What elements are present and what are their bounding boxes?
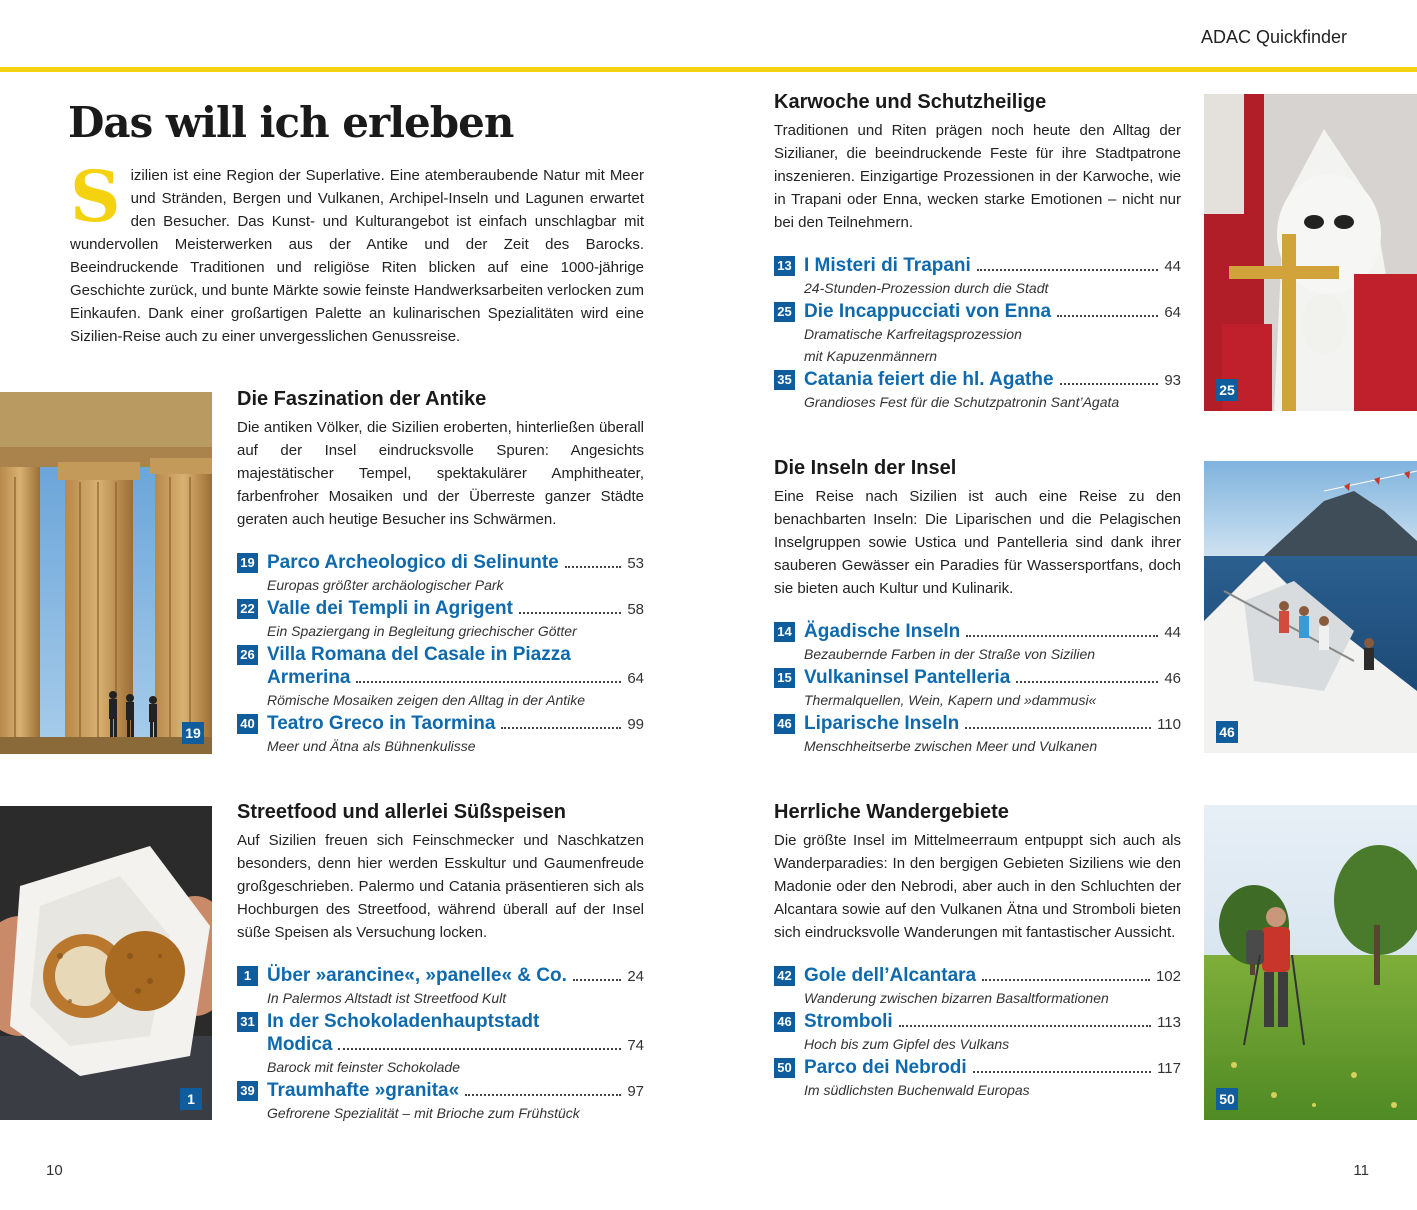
entry-page: 44 — [1164, 624, 1181, 641]
entry-desc: Hoch bis zum Gipfel des Vulkans — [804, 1036, 1010, 1052]
entry-number: 1 — [237, 966, 258, 986]
leader-dots — [966, 635, 1158, 637]
entry-name: Stromboli — [804, 1011, 893, 1032]
photo-badge: 46 — [1216, 721, 1238, 743]
list-item[interactable] — [237, 1079, 644, 1124]
entry-name: I Misteri di Trapani — [804, 255, 971, 276]
list-item[interactable] — [237, 643, 644, 711]
list-item[interactable] — [774, 254, 1181, 299]
entry-desc: Römische Mosaiken zeigen den Alltag in der Antike — [267, 692, 586, 708]
entry-desc: Ein Spaziergang in Begleitung griechischer Götter — [267, 623, 577, 639]
entry-name: Teatro Greco in Taormina — [267, 713, 496, 734]
entry-number: 35 — [774, 370, 795, 390]
intro-text: izilien ist eine Region der Superlative. Eine atemberaubende Natur mit Meer und Stränden, Bergen und Vulkanen, Archipel-Inseln und Lagunen erwartet den Besucher. Das Kunst- und Kulturangebot ist einfach unschlagbar mit wundervollen Meisterwerken aus der Antike und der Zeit des Barocks. Beeindruckende Traditionen und religiöse Riten blicken auf eine 1000-jährige Geschichte zurück, und bunte Märkte sowie feinste Handwerksarbeiten verlocken zum Einkaufen. Dank einer großartigen Palette an kulinarischen Spezialitäten wird eine Sizilien-Reise auch zu einer unvergesslichen Genussreise. — [70, 167, 644, 345]
photo-arancina — [0, 806, 212, 1120]
entry-page: 24 — [627, 968, 644, 985]
photo-badge: 50 — [1216, 1088, 1238, 1110]
list-item[interactable] — [237, 712, 644, 757]
section-wandern — [774, 801, 1181, 1102]
entry-name: Über »arancine«, »panelle« & Co. — [267, 965, 567, 986]
entry-page: 46 — [1164, 670, 1181, 687]
leader-dots — [565, 566, 622, 568]
list-item[interactable] — [774, 300, 1181, 367]
section-karwoche — [774, 91, 1181, 414]
entry-desc: Dramatische Karfreitagsprozession — [804, 326, 1022, 342]
entry-list — [774, 620, 1181, 757]
leader-dots — [1016, 681, 1158, 683]
entry-page: 44 — [1164, 258, 1181, 275]
entry-page: 64 — [1164, 304, 1181, 321]
list-item[interactable] — [237, 597, 644, 642]
entry-number: 40 — [237, 714, 258, 734]
photo-badge: 19 — [182, 722, 204, 744]
leader-dots — [519, 612, 621, 614]
leader-dots — [573, 979, 621, 981]
boat-illustration — [1204, 461, 1417, 753]
photo-temple — [0, 392, 212, 754]
list-item[interactable] — [237, 551, 644, 596]
entry-desc-line2: mit Kapuzenmännern — [804, 348, 938, 364]
entry-name: Ägadische Inseln — [804, 621, 961, 642]
page-title: Das will ich erleben — [68, 98, 514, 147]
entry-desc: 24-Stunden-Prozession durch die Stadt — [804, 280, 1049, 296]
list-item[interactable] — [774, 712, 1181, 757]
entry-number: 46 — [774, 714, 795, 734]
entry-number: 46 — [774, 1012, 795, 1032]
entry-number: 19 — [237, 553, 258, 573]
entry-number: 39 — [237, 1081, 258, 1101]
entry-name: Valle dei Templi in Agrigent — [267, 598, 513, 619]
entry-desc: Barock mit feinster Schokolade — [267, 1059, 460, 1075]
entry-desc: Europas größter archäologischer Park — [267, 577, 504, 593]
list-item[interactable] — [774, 620, 1181, 665]
leader-dots — [965, 727, 1151, 729]
section-body: Die größte Insel im Mittelmeerraum entpuppt sich auch als Wanderparadies: In den bergigen Gebieten Siziliens wie den Madonie oder den Nebrodi, aber auch in den Schluchten der Alcantara sowie auf den Vulkanen Ätna und Stromboli bieten sich eindrucksvolle Wanderungen mit fantastischer Aussicht. — [774, 832, 1181, 941]
list-item[interactable] — [774, 964, 1181, 1009]
list-item[interactable] — [774, 1056, 1181, 1101]
entry-desc: Meer und Ätna als Bühnenkulisse — [267, 738, 476, 754]
leader-dots — [973, 1071, 1151, 1073]
entry-number: 31 — [237, 1012, 258, 1032]
section-inseln — [774, 457, 1181, 758]
entry-desc: Bezaubernde Farben in der Straße von Sizilien — [804, 646, 1096, 662]
entry-page: 97 — [627, 1083, 644, 1100]
entry-name: Catania feiert die hl. Agathe — [804, 369, 1054, 390]
entry-name: Traumhafte »granita« — [267, 1080, 460, 1101]
section-title: Karwoche und Schutzheilige — [774, 91, 1047, 113]
section-streetfood — [237, 801, 644, 1125]
entry-name: Liparische Inseln — [804, 713, 960, 734]
entry-page: 74 — [627, 1037, 644, 1054]
intro-paragraph — [70, 155, 644, 348]
header-rule — [0, 67, 1417, 72]
entry-number: 15 — [774, 668, 795, 688]
entry-desc: Grandioses Fest für die Schutzpatronin Sant’Agata — [804, 394, 1120, 410]
entry-desc: Gefrorene Spezialität – mit Brioche zum Frühstück — [267, 1105, 580, 1121]
section-antike — [237, 388, 644, 758]
entry-name: Parco dei Nebrodi — [804, 1057, 967, 1078]
entry-desc: In Palermos Altstadt ist Streetfood Kult — [267, 990, 507, 1006]
photo-procession — [1204, 94, 1417, 411]
leader-dots — [982, 979, 1150, 981]
entry-number: 13 — [774, 256, 795, 276]
entry-list — [237, 964, 644, 1124]
entry-name: Parco Archeologico di Selinunte — [267, 552, 559, 573]
entry-name-line1: Villa Romana del Casale in Piazza — [267, 644, 571, 665]
entry-page: 102 — [1155, 968, 1181, 985]
leader-dots — [977, 269, 1158, 271]
entry-list — [774, 964, 1181, 1101]
running-header: ADAC Quickfinder — [1200, 27, 1347, 47]
section-title: Streetfood und allerlei Süßspeisen — [237, 801, 566, 823]
entry-number: 14 — [774, 622, 795, 642]
entry-number: 42 — [774, 966, 795, 986]
section-body: Die antiken Völker, die Sizilien eroberten, hinterließen überall auf der Insel eindrucksvolle Spuren: Angesichts majestätischer Tempel, spektakulärer Amphitheater, farbenfroher Mosaiken und der Überreste ganzer Städte geraten auch heutige Besucher ins Schwärmen. — [237, 419, 644, 528]
photo-badge: 25 — [1216, 379, 1238, 401]
entry-page: 64 — [627, 670, 644, 687]
section-body: Auf Sizilien freuen sich Feinschmecker und Naschkatzen besonders, denn hier werden Esskultur und Gaumenfreude großgeschrieben. Palermo und Catania präsentieren sich als Hochburgen des Streetfood, während überall auf der Insel süße Speisen als Versuchung locken. — [237, 832, 644, 941]
drop-cap: S — [70, 155, 121, 238]
photo-hiker — [1204, 805, 1417, 1120]
entry-number: 25 — [774, 302, 795, 322]
list-item[interactable] — [774, 666, 1181, 711]
entry-page: 117 — [1157, 1060, 1181, 1077]
entry-desc: Wanderung zwischen bizarren Basaltformationen — [804, 990, 1109, 1006]
list-item[interactable] — [237, 1010, 644, 1078]
entry-name-line1: In der Schokoladenhauptstadt — [267, 1011, 540, 1032]
entry-desc: Thermalquellen, Wein, Kapern und »dammusi« — [804, 692, 1097, 708]
section-body: Traditionen und Riten prägen noch heute den Alltag der Sizilianer, die beeindruckende Feste für ihre Stadtpatrone inszenieren. Einzigartige Prozessionen in der Karwoche, wie in Trapani oder Enna, wecken starke Emotionen – nicht nur bei den Teilnehmern. — [774, 122, 1181, 231]
leader-dots — [899, 1025, 1151, 1027]
page-number-left: 10 — [46, 1162, 63, 1179]
entry-number: 26 — [237, 645, 258, 665]
leader-dots — [1060, 383, 1159, 385]
entry-list — [774, 254, 1181, 413]
leader-dots — [1057, 315, 1158, 317]
page-number-right: 11 — [1353, 1162, 1369, 1179]
section-title: Herrliche Wandergebiete — [774, 801, 1009, 823]
list-item[interactable] — [774, 1010, 1181, 1055]
section-title: Die Inseln der Insel — [774, 457, 957, 479]
leader-dots — [465, 1094, 621, 1096]
entry-page: 113 — [1157, 1014, 1181, 1031]
entry-number: 22 — [237, 599, 258, 619]
entry-name: Vulkaninsel Pantelleria — [804, 667, 1011, 688]
arancina-illustration — [0, 806, 212, 1120]
entry-name: Die Incappucciati von Enna — [804, 301, 1052, 322]
list-item[interactable] — [237, 964, 644, 1009]
entry-page: 110 — [1157, 716, 1181, 733]
entry-page: 99 — [627, 716, 644, 733]
section-title: Die Faszination der Antike — [237, 388, 487, 410]
entry-list — [237, 551, 644, 757]
section-body: Eine Reise nach Sizilien ist auch eine Reise zu den benachbarten Inseln: Die Liparischen und die Pelagischen Inselgruppen sowie Ustica und Pantelleria sind dank ihrer sauberen Gewässer ein Paradies für Wassersportfans, doch sie bieten auch Kultur und Kulinarik. — [774, 488, 1181, 597]
entry-name: Armerina — [267, 667, 351, 688]
entry-page: 93 — [1164, 372, 1181, 389]
hiker-illustration — [1204, 805, 1417, 1120]
leader-dots — [501, 727, 621, 729]
leader-dots — [356, 681, 621, 683]
entry-page: 58 — [627, 601, 644, 618]
photo-boat — [1204, 461, 1417, 753]
procession-illustration — [1204, 94, 1417, 411]
entry-page: 53 — [627, 555, 644, 572]
entry-number: 50 — [774, 1058, 795, 1078]
leader-dots — [338, 1048, 621, 1050]
entry-desc: Im südlichsten Buchenwald Europas — [804, 1082, 1030, 1098]
temple-illustration — [0, 392, 212, 754]
photo-badge: 1 — [180, 1088, 202, 1110]
entry-desc: Menschheitserbe zwischen Meer und Vulkanen — [804, 738, 1098, 754]
entry-name: Gole dell’Alcantara — [804, 965, 977, 986]
list-item[interactable] — [774, 368, 1181, 413]
entry-name: Modica — [267, 1034, 333, 1055]
